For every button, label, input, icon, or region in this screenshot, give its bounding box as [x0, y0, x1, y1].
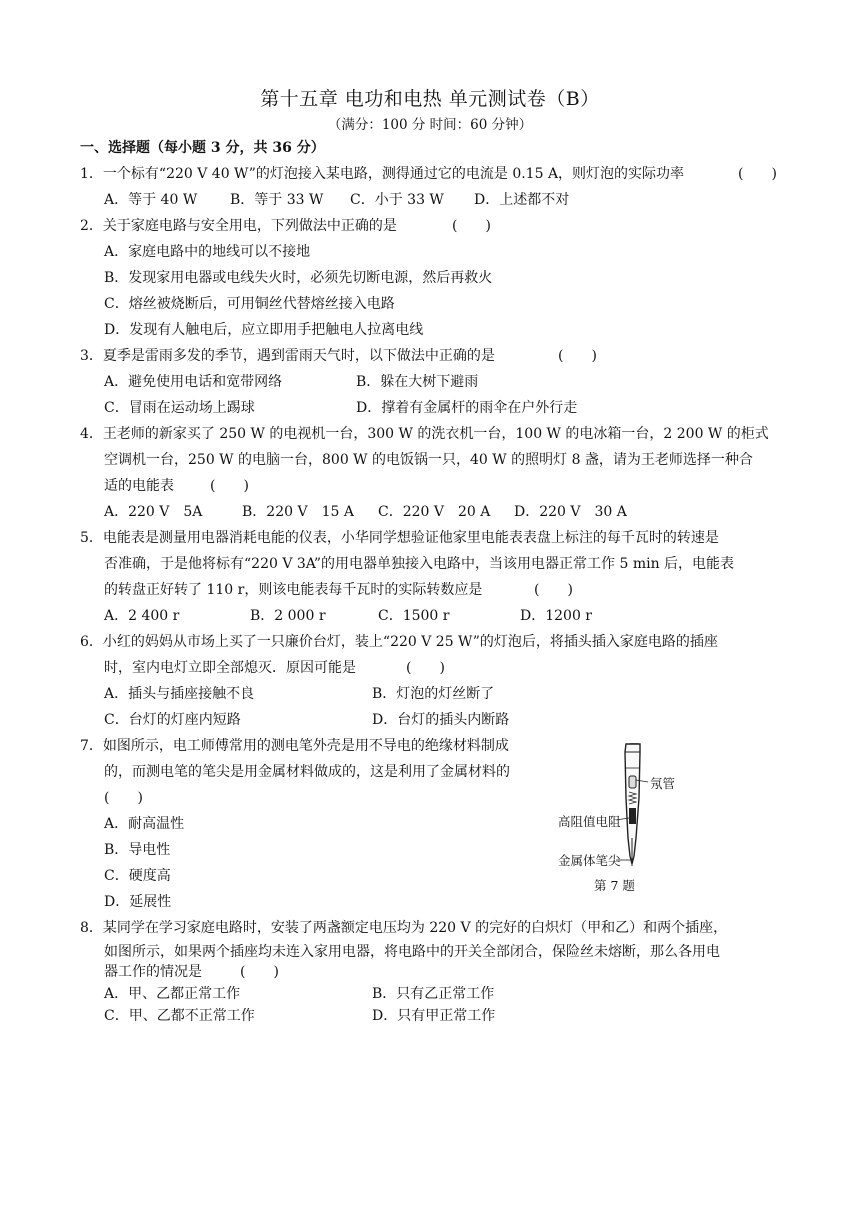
neon-tube — [629, 776, 636, 788]
question-1-option-b: B．等于 33 W — [230, 192, 324, 208]
question-3-option-c: C．冒雨在运动场上踢球 — [104, 400, 255, 416]
question-2-option-a: A．家庭电路中的地线可以不接地 — [104, 244, 311, 260]
question-8-option-c: C．甲、乙都不正常工作 — [104, 1008, 255, 1024]
section-heading: 一、选择题（每小题 3 分，共 36 分） — [80, 140, 325, 156]
question-1-option-c: C．小于 33 W — [350, 192, 444, 208]
question-8-line-3: 器工作的情况是 — [104, 964, 202, 980]
page-title: 第十五章 电功和电热 单元测试卷（B） — [260, 88, 600, 110]
question-7-line-1: 7．如图所示，电工师傅常用的测电笔外壳是用不导电的绝缘材料制成 — [80, 738, 509, 754]
question-8-option-b: B．只有乙正常工作 — [372, 986, 495, 1002]
question-5-option-c: C．1500 r — [378, 608, 450, 624]
question-8-line-2: 如图所示，如果两个插座均未连入家用电器，将电路中的开关全部闭合，保险丝未熔断，那么各用电 — [104, 944, 720, 960]
question-7-option-b: B．导电性 — [104, 842, 171, 858]
question-1-stem: 1．一个标有“220 V 40 W”的灯泡接入某电路，测得通过它的电流是 0.15 A，则灯泡的实际功率 — [80, 166, 685, 182]
question-7-paren: ( ) — [104, 790, 143, 806]
question-4-paren: ( ) — [210, 478, 249, 494]
question-6-option-c: C．台灯的灯座内短路 — [104, 712, 241, 728]
resistor — [629, 808, 636, 824]
figure-label-resistor: 高阻值电阻 — [558, 814, 621, 829]
question-4-line-1: 4．王老师的新家买了 250 W 的电视机一台，300 W 的洗衣机一台，100 W 的电冰箱一台，2 200 W 的柜式 — [80, 426, 769, 442]
question-2-option-c: C．熔丝被烧断后，可用铜丝代替熔丝接入电路 — [104, 296, 395, 312]
figure-caption: 第 7 题 — [594, 878, 635, 893]
question-5-line-1: 5．电能表是测量用电器消耗电能的仪表，小华同学想验证他家里电能表表盘上标注的每千瓦时的转速是 — [80, 530, 719, 546]
question-7-option-a: A．耐高温性 — [104, 816, 185, 832]
question-8-option-a: A．甲、乙都正常工作 — [104, 986, 241, 1002]
question-6-option-d: D．台灯的插头内断路 — [372, 712, 510, 728]
question-3-option-a: A．避免使用电话和宽带网络 — [104, 374, 283, 390]
question-4-option-c: C．220 V 20 A — [378, 504, 491, 520]
question-8-option-d: D．只有甲正常工作 — [372, 1008, 496, 1024]
question-7-line-2: 的，而测电笔的笔尖是用金属材料做成的，这是利用了金属材料的 — [104, 764, 510, 780]
question-2-option-d: D．发现有人触电后，应立即用手把触电人拉离电线 — [104, 322, 424, 338]
question-4-option-b: B．220 V 15 A — [242, 504, 354, 520]
question-1-option-d: D．上述都不对 — [474, 192, 570, 208]
question-1-option-a: A．等于 40 W — [104, 192, 198, 208]
question-6-option-a: A．插头与插座接触不良 — [104, 686, 255, 702]
question-3-paren: ( ) — [558, 348, 597, 364]
question-3-option-d: D．撑着有金属杆的雨伞在户外行走 — [356, 400, 578, 416]
question-2-paren: ( ) — [452, 218, 491, 234]
figure-label-tip: 金属体笔尖 — [558, 853, 621, 868]
question-5-paren: ( ) — [534, 582, 573, 598]
question-5-line-3: 的转盘正好转了 110 r，则该电能表每千瓦时的实际转数应是 — [104, 582, 483, 598]
question-2-stem: 2．关于家庭电路与安全用电，下列做法中正确的是 — [80, 218, 397, 234]
question-5-option-b: B．2 000 r — [250, 608, 326, 624]
question-5-option-a: A．2 400 r — [104, 608, 180, 624]
question-6-line-2: 时，室内电灯立即全部熄灭．原因可能是 — [104, 660, 356, 676]
question-5-option-d: D．1200 r — [520, 608, 592, 624]
question-5-line-2: 否准确，于是他将标有“220 V 3A”的用电器单独接入电路中，当该用电器正常工作 5 min 后，电能表 — [104, 556, 735, 572]
question-3-stem: 3．夏季是雷雨多发的季节，遇到雷雨天气时，以下做法中正确的是 — [80, 348, 495, 364]
question-7-option-d: D．延展性 — [104, 894, 172, 910]
question-6-option-b: B．灯泡的灯丝断了 — [372, 686, 495, 702]
question-4-line-3: 适的电能表 — [104, 478, 174, 494]
question-7-option-c: C．硬度高 — [104, 868, 171, 884]
question-4-option-a: A．220 V 5A — [104, 504, 203, 520]
question-2-option-b: B．发现家用电器或电线失火时，必须先切断电源，然后再救火 — [104, 270, 493, 286]
question-6-paren: ( ) — [406, 660, 445, 676]
question-8-paren: ( ) — [240, 964, 279, 980]
figure-label-tube: 氖管 — [650, 776, 676, 791]
question-1-paren: ( ) — [738, 166, 777, 182]
question-4-line-2: 空调机一台，250 W 的电脑一台，800 W 的电饭锅一只，40 W 的照明灯 8 盏，请为王老师选择一种合 — [104, 452, 753, 468]
question-4-option-d: D．220 V 30 A — [514, 504, 627, 520]
question-3-option-b: B．躲在大树下避雨 — [356, 374, 479, 390]
question-6-line-1: 6．小红的妈妈从市场上买了一只廉价台灯，装上“220 V 25 W”的灯泡后，将插头插入家庭电路的插座 — [80, 634, 718, 650]
page-subtitle: （满分：100 分 时间：60 分钟） — [327, 117, 533, 133]
question-8-line-1: 8．某同学在学习家庭电路时，安装了两盏额定电压均为 220 V 的完好的白炽灯（甲和乙）和两个插座， — [80, 920, 728, 936]
